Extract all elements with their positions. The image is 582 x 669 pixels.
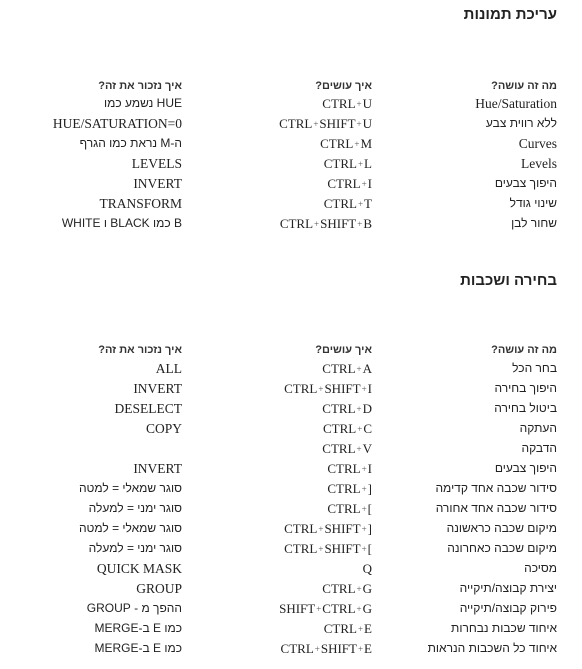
table-row-action: Curves (518, 136, 557, 151)
table-row-action: איחוד כל השכבות הנראות (427, 641, 557, 655)
table-row-shortcut (192, 441, 372, 457)
key-label: SHIFT (324, 381, 361, 396)
table-row-mnemonic: ההפך מ - GROUP (86, 601, 182, 615)
key-label: CTRL (284, 381, 318, 396)
plus-separator: + (361, 179, 367, 189)
table-row-action: שינוי גודל (509, 196, 557, 210)
key-label: SHIFT (279, 601, 316, 616)
plus-separator: + (356, 444, 362, 454)
key-label: CTRL (322, 581, 356, 596)
key-label: SHIFT (324, 521, 361, 536)
table-row-mnemonic: HUE נשמע כמו (104, 96, 182, 110)
table-row-action: שחור לבן (511, 216, 557, 230)
key-label: C (363, 421, 372, 436)
table-row-shortcut (192, 361, 372, 377)
plus-separator: + (361, 384, 367, 394)
key-label: ] (367, 521, 372, 536)
key-label: M (360, 136, 372, 151)
table-row-shortcut (192, 196, 372, 212)
key-label: ] (367, 481, 372, 496)
table-row-mnemonic: כמו E ב-MERGE (94, 641, 182, 655)
header-how-to-remember: איך נזכור את זה? (98, 80, 182, 92)
plus-separator: + (357, 624, 364, 634)
key-label: CTRL (279, 216, 314, 231)
table-row-action: סידור שכבה אחד קדימה (435, 481, 557, 495)
plus-separator: + (356, 119, 362, 129)
plus-separator: + (314, 219, 320, 229)
plus-separator: + (354, 139, 360, 149)
key-label: I (367, 381, 372, 396)
key-label: B (363, 216, 372, 231)
key-label: G (362, 581, 372, 596)
table-row-action: פירוק קבוצה/תיקייה (459, 601, 557, 615)
table-row-shortcut (192, 541, 372, 557)
key-label: D (362, 401, 372, 416)
table-row-shortcut (192, 381, 372, 397)
table-row-shortcut (192, 501, 372, 517)
plus-separator: + (314, 644, 320, 654)
table-row-shortcut (192, 401, 372, 417)
plus-separator: + (356, 364, 362, 374)
header-how-to: איך עושים? (315, 80, 372, 92)
header-what-it-does: מה זה עושה? (491, 344, 557, 356)
table-row-action: מיקום שכבה כראשונה (446, 521, 557, 535)
table-row-mnemonic: INVERT (133, 461, 182, 476)
key-label: CTRL (322, 441, 356, 456)
table-row-shortcut (192, 581, 372, 597)
key-label: CTRL (327, 461, 361, 476)
plus-separator: + (356, 404, 362, 414)
table-row-shortcut (192, 601, 372, 617)
header-how-to-remember: איך נזכור את זה? (98, 344, 182, 356)
header-what-it-does: מה זה עושה? (491, 80, 557, 92)
table-row-mnemonic: DESELECT (114, 401, 182, 416)
table-row-shortcut (192, 521, 372, 537)
key-label: CTRL (323, 421, 357, 436)
table-row-mnemonic: סוגר שמאלי = למטה (78, 521, 182, 535)
table-row-mnemonic: B כמו BLACK ו WHITE (61, 216, 182, 230)
table-row-mnemonic: COPY (145, 421, 182, 436)
table-row-mnemonic: HUE/SATURATION=0 (52, 116, 182, 131)
plus-separator: + (356, 99, 362, 109)
plus-separator: + (357, 644, 364, 654)
key-label: Q (362, 561, 372, 576)
key-label: CTRL (322, 96, 356, 111)
key-label: CTRL (284, 541, 318, 556)
plus-separator: + (357, 219, 363, 229)
key-label: [ (367, 541, 372, 556)
table-row-shortcut (192, 176, 372, 192)
key-label: T (364, 196, 372, 211)
key-label: SHIFT (320, 216, 357, 231)
table-row-shortcut (192, 561, 372, 577)
table-row-action: העתקה (519, 421, 557, 435)
key-label: CTRL (322, 601, 356, 616)
table-row-shortcut (192, 481, 372, 497)
table-row-mnemonic: ALL (155, 361, 182, 376)
plus-separator: + (313, 119, 319, 129)
plus-separator: + (316, 604, 322, 614)
key-label: [ (367, 501, 372, 516)
key-label: U (362, 116, 372, 131)
plus-separator: + (357, 159, 364, 169)
plus-separator: + (318, 544, 324, 554)
plus-separator: + (361, 524, 367, 534)
plus-separator: + (361, 504, 367, 514)
table-row-action: היפוך צבעים (494, 176, 557, 190)
table-row-action: סידור שכבה אחד אחורה (435, 501, 557, 515)
key-label: CTRL (323, 621, 357, 636)
key-label: CTRL (323, 196, 357, 211)
key-label: V (362, 441, 372, 456)
table-row-action: Levels (521, 156, 557, 171)
key-label: CTRL (280, 641, 314, 656)
plus-separator: + (357, 424, 363, 434)
table-row-shortcut (192, 136, 372, 152)
plus-separator: + (357, 199, 364, 209)
table-row-action: מסיכה (524, 561, 557, 575)
plus-separator: + (361, 544, 367, 554)
table-row-mnemonic: QUICK MASK (96, 561, 182, 576)
table-row-mnemonic: כמו E ב-MERGE (94, 621, 182, 635)
section-title-image-editing: עריכת תמונות (463, 6, 557, 23)
key-label: E (364, 641, 372, 656)
table-row-shortcut (192, 621, 372, 637)
table-row-shortcut (192, 96, 372, 112)
key-label: CTRL (327, 501, 361, 516)
plus-separator: + (361, 464, 367, 474)
table-row-mnemonic: GROUP (136, 581, 182, 596)
table-row-action: בחר הכל (512, 361, 557, 375)
table-row-mnemonic: INVERT (133, 176, 182, 191)
table-row-action: ביטול בחירה (494, 401, 557, 415)
key-label: SHIFT (319, 116, 356, 131)
table-row-mnemonic: INVERT (133, 381, 182, 396)
table-row-action: היפוך בחירה (494, 381, 557, 395)
table-row-action: היפוך צבעים (494, 461, 557, 475)
table-row-shortcut (192, 116, 372, 132)
plus-separator: + (318, 384, 324, 394)
plus-separator: + (361, 484, 367, 494)
table-row-mnemonic: סוגר ימני = למעלה (88, 541, 182, 555)
table-row-mnemonic: סוגר שמאלי = למטה (78, 481, 182, 495)
key-label: CTRL (320, 136, 354, 151)
table-row-mnemonic: ה-M נראת כמו הגרף (79, 136, 182, 150)
key-label: CTRL (322, 361, 356, 376)
table-row-shortcut (192, 461, 372, 477)
table-row-action: מיקום שכבה כאחרונה (447, 541, 557, 555)
key-label: CTRL (279, 116, 313, 131)
key-label: CTRL (327, 176, 361, 191)
key-label: CTRL (327, 481, 361, 496)
table-row-action: יצירת קבוצה/תיקייה (459, 581, 557, 595)
table-row-mnemonic: סוגר ימני = למעלה (88, 501, 182, 515)
table-row-shortcut (192, 421, 372, 437)
header-how-to: איך עושים? (315, 344, 372, 356)
key-label: SHIFT (320, 641, 357, 656)
table-row-mnemonic: TRANSFORM (99, 196, 182, 211)
table-row-mnemonic: LEVELS (131, 156, 182, 171)
key-label: CTRL (284, 521, 318, 536)
table-row-shortcut (192, 641, 372, 657)
table-row-action: הדבקה (521, 441, 557, 455)
plus-separator: + (356, 584, 362, 594)
key-label: E (364, 621, 372, 636)
key-label: U (362, 96, 372, 111)
key-label: I (367, 461, 372, 476)
key-label: CTRL (322, 401, 356, 416)
key-label: SHIFT (324, 541, 361, 556)
key-label: A (362, 361, 372, 376)
plus-separator: + (356, 604, 362, 614)
plus-separator: + (318, 524, 324, 534)
section-title-selection-layers: בחירה ושכבות (460, 272, 557, 289)
key-label: L (364, 156, 372, 171)
table-row-action: איחוד שכבות נבחרות (451, 621, 557, 635)
key-label: I (367, 176, 372, 191)
table-row-shortcut (192, 216, 372, 232)
table-row-shortcut (192, 156, 372, 172)
table-row-action: Hue/Saturation (475, 96, 557, 111)
table-row-action: ללא רווית צבע (485, 116, 557, 130)
key-label: CTRL (323, 156, 357, 171)
key-label: G (362, 601, 372, 616)
